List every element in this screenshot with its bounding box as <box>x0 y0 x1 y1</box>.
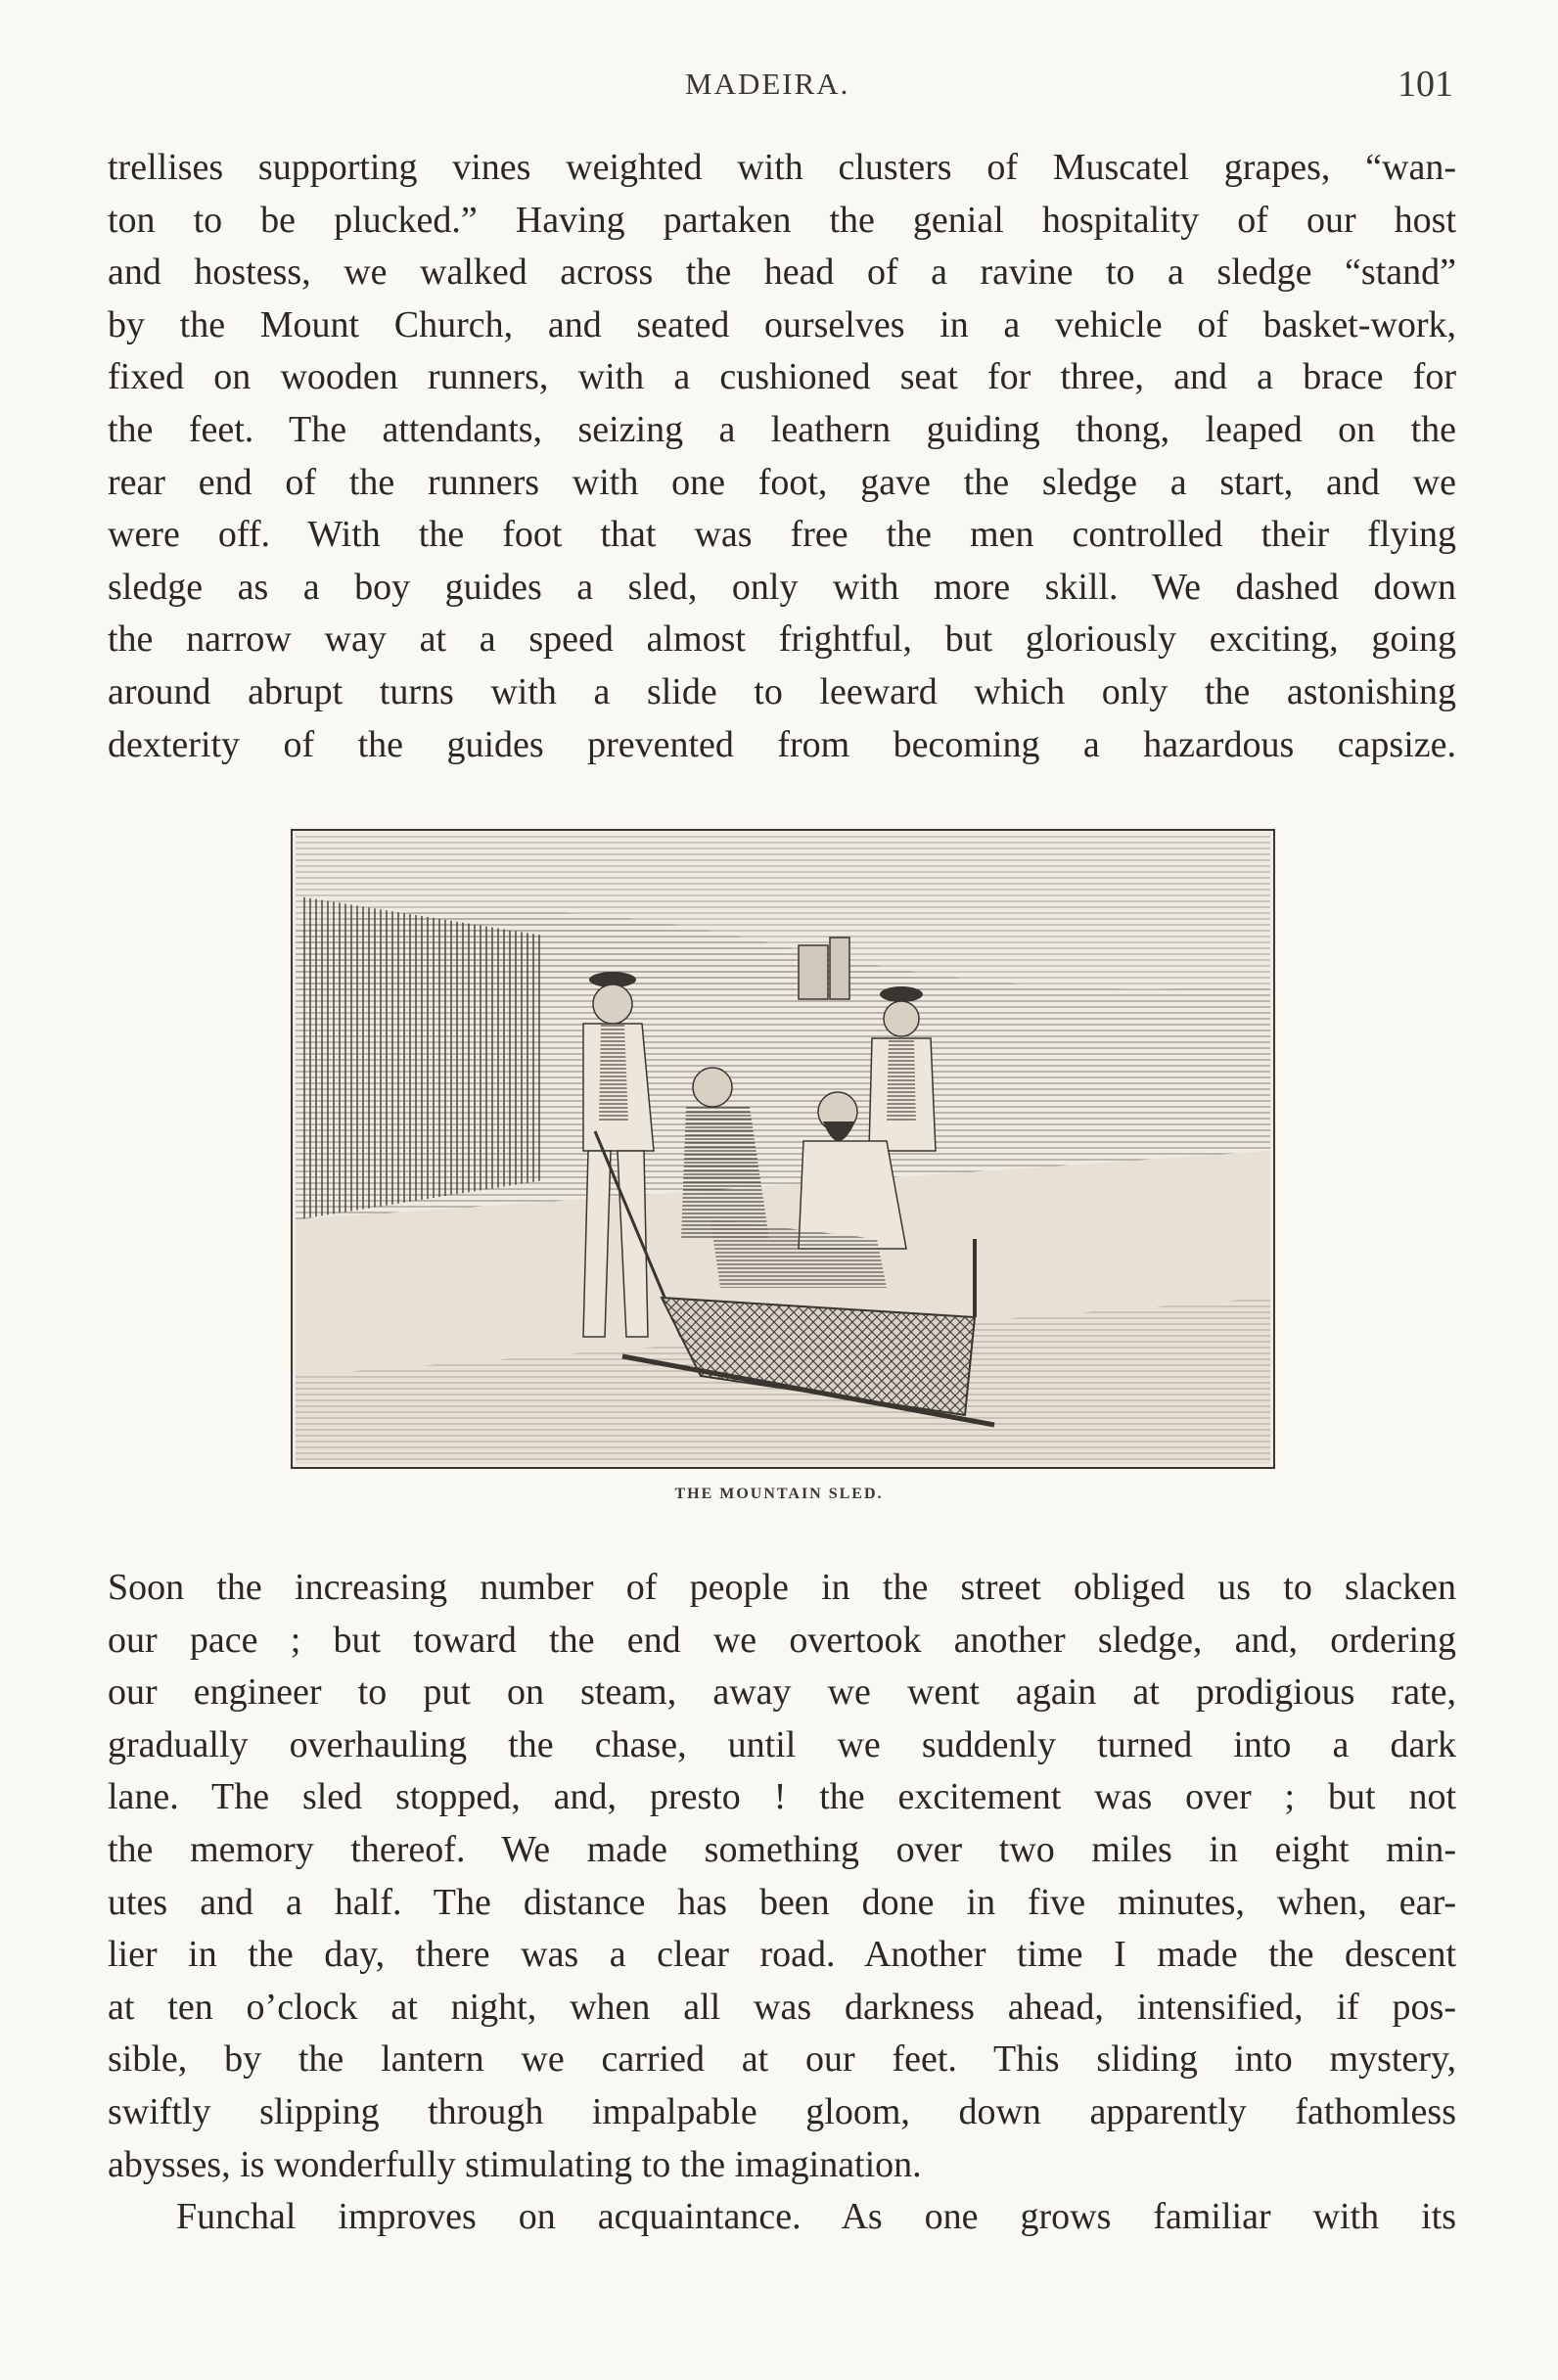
text-line: were off. With the foot that was free the men controlled their flying <box>108 514 1456 556</box>
running-title: MADEIRA. <box>685 67 850 101</box>
text-line: dexterity of the guides prevented from becoming a hazardous capsize. <box>108 723 1456 765</box>
text-line: at ten o’clock at night, when all was darkness ahead, intensified, if pos- <box>108 1986 1456 2028</box>
text-line: gradually overhauling the chase, until we suddenly turned into a dark <box>108 1723 1456 1765</box>
paragraph-bottom <box>108 1562 1456 2244</box>
running-head <box>0 64 1558 115</box>
text-line: trellises supporting vines weighted with clusters of Muscatel grapes, “wan- <box>108 147 1456 188</box>
text-line: our engineer to put on steam, away we went again at prodigious rate, <box>108 1671 1456 1714</box>
text-line: the memory thereof. We made something over two miles in eight min- <box>108 1828 1456 1870</box>
paragraph-top <box>108 142 1456 771</box>
text-line: sledge as a boy guides a sled, only with more skill. We dashed down <box>108 566 1456 608</box>
text-line: sible, by the lantern we carried at our feet. This sliding into mystery, <box>108 2038 1456 2081</box>
text-line: fixed on wooden runners, with a cushioned seat for three, and a brace for <box>108 356 1456 398</box>
text-line: around abrupt turns with a slide to leeward which only the astonishing <box>108 670 1456 712</box>
text-line: Funchal improves on acquaintance. As one grows familiar with its <box>176 2196 1456 2238</box>
text-line: lane. The sled stopped, and, presto ! the excitement was over ; but not <box>108 1776 1456 1818</box>
text-line: rear end of the runners with one foot, gave the sledge a start, and we <box>108 461 1456 503</box>
engraving-illustration <box>290 828 1276 1470</box>
text-line: our pace ; but toward the end we overtook another sledge, and, ordering <box>108 1619 1456 1661</box>
text-line: Soon the increasing number of people in the street obliged us to slacken <box>108 1567 1456 1608</box>
text-line: lier in the day, there was a clear road. Another time I made the descent <box>108 1934 1456 1976</box>
text-line: the feet. The attendants, seizing a leathern guiding thong, leaped on the <box>108 408 1456 450</box>
text-line: swiftly slipping through impalpable gloom, down apparently fathomless <box>108 2090 1456 2132</box>
engraving-mountain-sled <box>290 828 1276 1470</box>
text-line: the narrow way at a speed almost frightful, but gloriously exciting, going <box>108 618 1456 661</box>
page-number: 101 <box>1398 64 1453 105</box>
text-line: ton to be plucked.” Having partaken the genial hospitality of our host <box>108 199 1456 241</box>
text-line: by the Mount Church, and seated ourselves in a vehicle of basket-work, <box>108 303 1456 345</box>
figure-caption: THE MOUNTAIN SLED. <box>674 1486 884 1502</box>
text-line: utes and a half. The distance has been done in five minutes, when, ear- <box>108 1881 1456 1923</box>
text-line: abysses, is wonderfully stimulating to the imagination. <box>108 2143 922 2185</box>
text-line: and hostess, we walked across the head of a ravine to a sledge “stand” <box>108 252 1456 294</box>
